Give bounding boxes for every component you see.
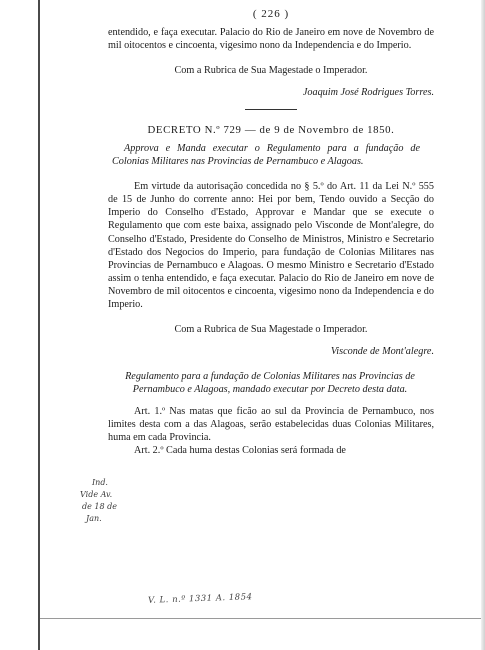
- decree-title: DECRETO N.º 729 — de 9 de Novembro de 1850.: [147, 124, 395, 137]
- margin-annotation-3: de 18 de: [82, 502, 117, 511]
- rubric-line-2: Com a Rubrica de Sua Magestade o Imperador.: [174, 324, 368, 336]
- scan-bottom-edge: [40, 618, 481, 619]
- regulation-heading: Regulamento para a fundação de Colonias Militares nas Provincias de Pernambuco e Alagoas, mandado executar por Decreto desta data.: [125, 371, 415, 396]
- decree-summary: Approva e Manda executar o Regulamento para a fundação de Colonias Militares nas Provincias de Pernambuco e Alagoas.: [112, 143, 420, 168]
- article-2: Art. 2.º Cada huma destas Colonias será formada de: [134, 445, 346, 457]
- footer-handwritten-note: V. L. n.º 1331 A. 1854: [147, 592, 253, 606]
- document-page: [108, 8, 434, 458]
- page-number: ( 226 ): [252, 8, 290, 20]
- margin-annotation-1: Ind.: [92, 478, 108, 487]
- continuation-paragraph: entendido, e faça executar. Palacio do Rio de Janeiro em nove de Novembro de mil oitocentos e cincoenta, vigesimo nono da Independencia e do Imperio.: [108, 27, 434, 52]
- minister-signature: Joaquim José Rodrigues Torres.: [302, 87, 434, 99]
- rubric-line: Com a Rubrica de Sua Magestade o Imperador.: [174, 65, 368, 77]
- visconde-signature: Visconde de Mont'alegre.: [330, 346, 434, 358]
- margin-annotation-2: Vide Av.: [80, 490, 113, 499]
- scan-right-edge: [481, 0, 485, 650]
- margin-annotation-4: Jan.: [86, 514, 102, 523]
- section-divider: [245, 109, 297, 110]
- scan-left-edge: [38, 0, 40, 650]
- article-1: Art. 1.º Nas matas que ficão ao sul da Provincia de Pernambuco, nos limites desta com a das Alagoas, serão estabelecidas duas Colonias Militares, huma em cada Provincia.: [108, 406, 434, 444]
- decree-body: Em virtude da autorisação concedida no § 5.º do Art. 11 da Lei N.º 555 de 15 de Junho do corrente anno: Hei por bem, Tendo ouvido a Secção do Imperio do Conselho d'Estado, Approvar e Mandar que se execute o Regulamento que com este baixa, assignado pelo Visconde de Mont'alegre, do Conselho d'Estado, Presidente do Conselho de Ministros, Ministro e Secretario d'Estado dos Negocios do Imperio, para fundação de Colonias Militares nas Provincias de Pernambuco e Alagoas. O mesmo Ministro e Secretario d'Estado assim o tenha entendido, e faça executar. Palacio do Rio de Janeiro em nove de Novembro de mil oitocentos e cincoenta, vigesimo nono da Independencia e do Imperio.: [108, 181, 434, 311]
